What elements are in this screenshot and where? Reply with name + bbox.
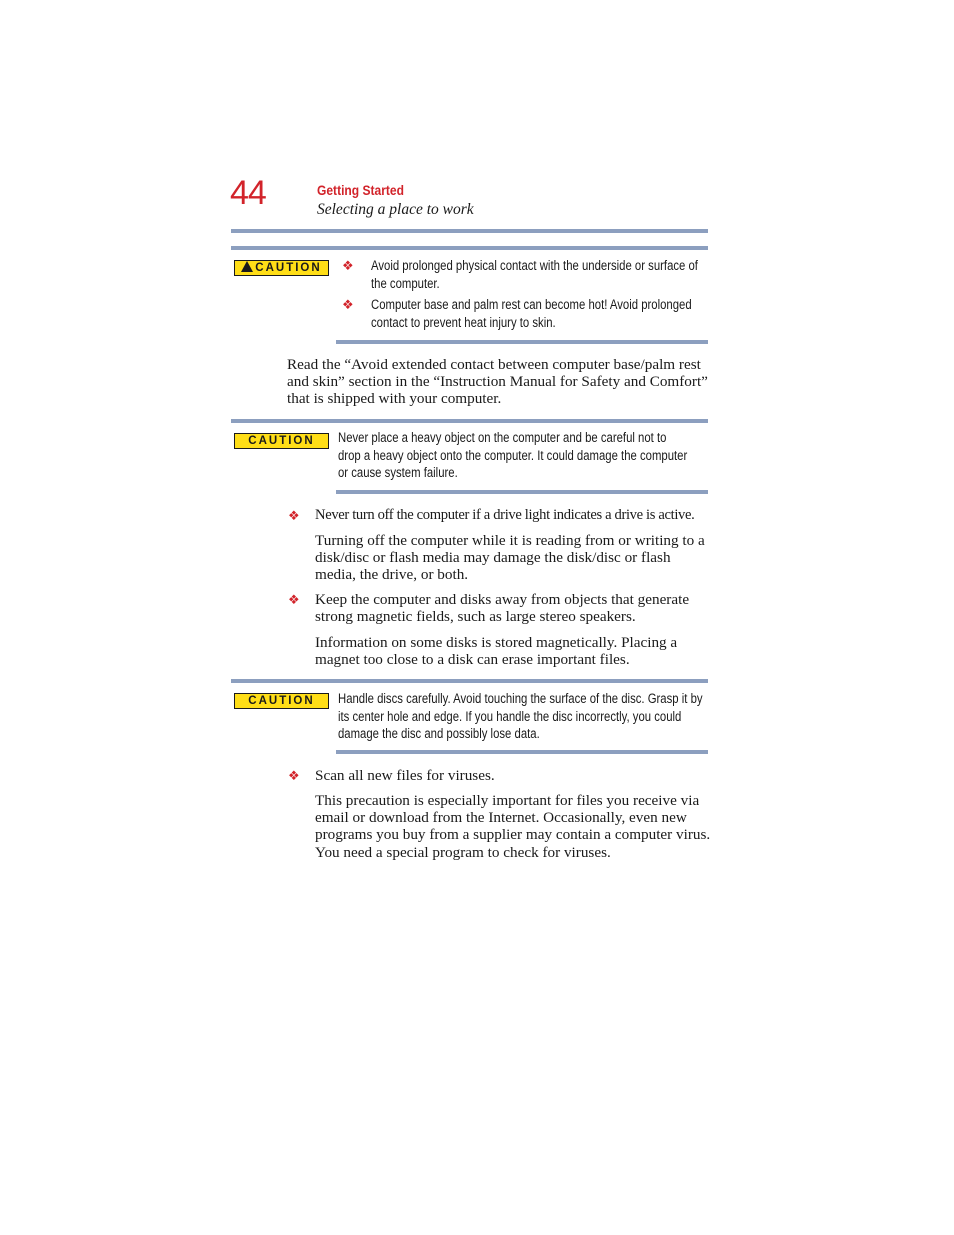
paragraph: Read the “Avoid extended contact between computer base/palm rest and skin” section in the “Instruction Manual for Safety and Comfort” that is shipped with your computer. [287, 356, 708, 408]
bullet-title: Never turn off the computer if a drive light indicates a drive is active. [315, 507, 695, 523]
caution-top-rule [231, 419, 708, 423]
bullet-icon: ❖ [288, 508, 300, 523]
caution-bottom-rule [336, 750, 708, 754]
bullet-icon: ❖ [288, 768, 300, 783]
caution-item: Avoid prolonged physical contact with the underside or surface of the computer. [371, 258, 698, 291]
caution-text: Handle discs carefully. Avoid touching the surface of the disc. Grasp it by its center hole and edge. If you handle the disc incorrectly, you could damage the disc and possibly lose data. [338, 691, 703, 741]
caution-badge [234, 433, 329, 449]
caution-badge [234, 693, 329, 709]
caution-top-rule [231, 246, 708, 250]
caution-badge [234, 260, 329, 276]
caution-text: Never place a heavy object on the computer and be careful not to drop a heavy object onto the computer. It could damage the computer or cause system failure. [338, 430, 688, 480]
caution-label: CAUTION [255, 262, 322, 274]
caution-label: CAUTION [248, 435, 315, 447]
bullet-detail: This precaution is especially important for files you receive via email or download from the Internet. Occasionally, even new programs you buy from a supplier may contain a computer virus. You need a special program to check for viruses. [315, 792, 711, 861]
bullet-title: Keep the computer and disks away from objects that generate strong magnetic fields, such as large stereo speakers. [315, 591, 690, 626]
bullet-icon: ❖ [288, 592, 300, 607]
bullet-detail: Information on some disks is stored magnetically. Placing a magnet too close to a disk can erase important files. [315, 634, 678, 669]
section-title: Selecting a place to work [317, 201, 474, 218]
header-rule [231, 229, 708, 233]
caution-bottom-rule [336, 490, 708, 494]
bullet-icon: ❖ [342, 258, 354, 273]
bullet-title: Scan all new files for viruses. [315, 767, 495, 784]
warning-triangle-icon [241, 261, 253, 272]
caution-label: CAUTION [248, 695, 315, 707]
chapter-title: Getting Started [317, 182, 404, 198]
bullet-detail: Turning off the computer while it is reading from or writing to a disk/disc or flash media may damage the disk/disc or flash media, the drive, or both. [315, 532, 705, 584]
caution-item: Computer base and palm rest can become hot! Avoid prolonged contact to prevent heat injury to skin. [371, 297, 692, 330]
bullet-icon: ❖ [342, 297, 354, 312]
page-number: 44 [230, 174, 266, 212]
caution-top-rule [231, 679, 708, 683]
caution-bottom-rule [336, 340, 708, 344]
